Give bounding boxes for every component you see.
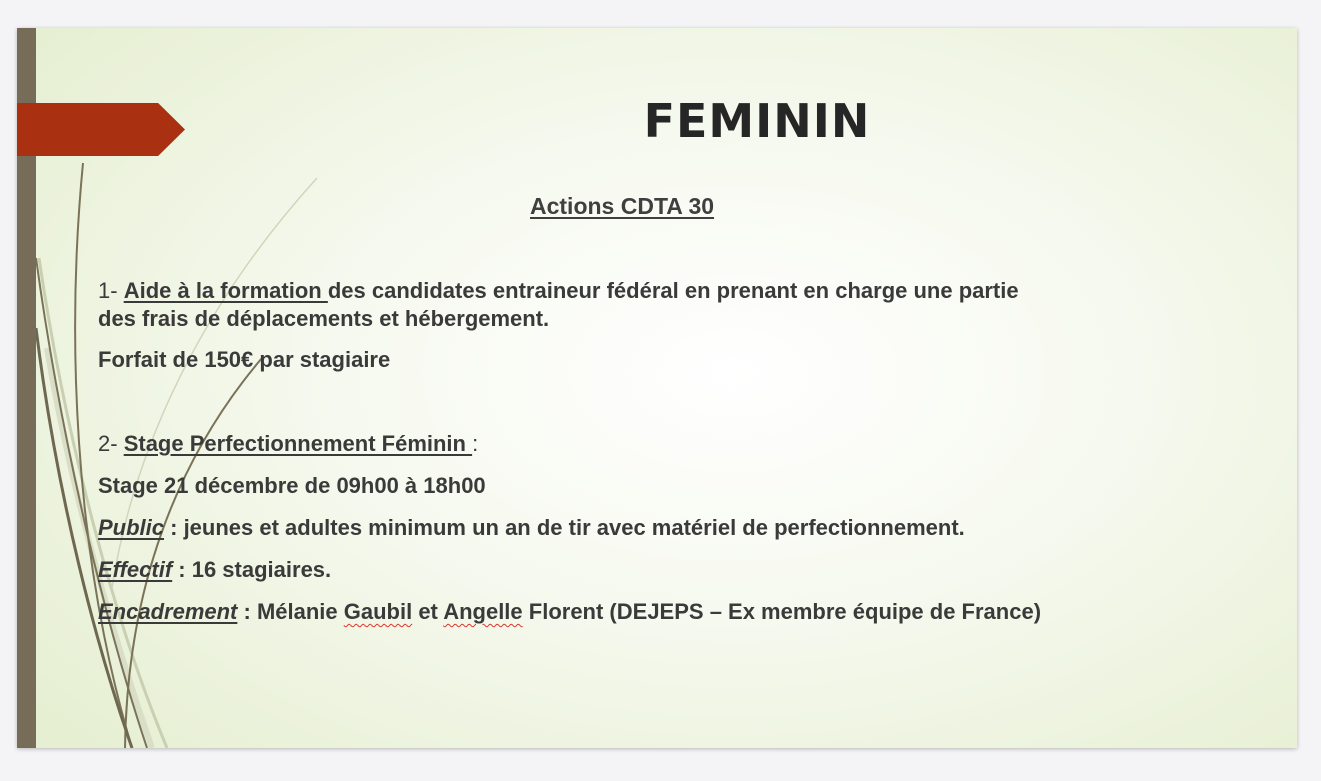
item2-heading: Stage Perfectionnement Féminin	[123, 431, 473, 456]
enc-text1: : Mélanie	[237, 599, 344, 624]
item2-date: Stage 21 décembre de 09h00 à 18h00	[98, 473, 486, 498]
encadrement-label: Encadrement	[98, 599, 238, 624]
effectif-label: Effectif	[98, 557, 173, 582]
item2-heading-line	[98, 430, 1198, 458]
effectif-text: : 16 stagiaires.	[172, 557, 332, 582]
enc-name1: Gaubil	[343, 599, 413, 624]
item1-line1	[98, 277, 1198, 305]
public-text: : jeunes et adultes minimum un an de tir avec matériel de perfectionnement.	[164, 515, 965, 540]
item2-effectif	[98, 556, 1198, 584]
item1-heading: Aide à la formation	[123, 278, 328, 303]
slide-body	[98, 277, 1198, 626]
enc-name2: Angelle	[443, 599, 523, 624]
slide	[17, 28, 1297, 748]
item2-colon: :	[472, 431, 479, 456]
item1-forfait: Forfait de 150€ par stagiaire	[98, 347, 391, 372]
item2-public	[98, 514, 1198, 542]
item1-number: 1-	[98, 278, 124, 303]
arrow-banner	[17, 103, 185, 156]
item2-number: 2-	[98, 431, 124, 456]
item1-line2: des frais de déplacements et hébergement.	[98, 306, 550, 331]
slide-subtitle: Actions CDTA 30	[530, 193, 715, 219]
item1-text-line1: des candidates entraineur fédéral en prenant en charge une partie	[327, 278, 1019, 303]
item2-encadrement	[98, 598, 1198, 626]
public-label: Public	[98, 515, 165, 540]
enc-text2: et	[412, 599, 444, 624]
slide-title: FEMININ	[643, 94, 871, 148]
enc-text3: Florent (DEJEPS – Ex membre équipe de France)	[522, 599, 1042, 624]
